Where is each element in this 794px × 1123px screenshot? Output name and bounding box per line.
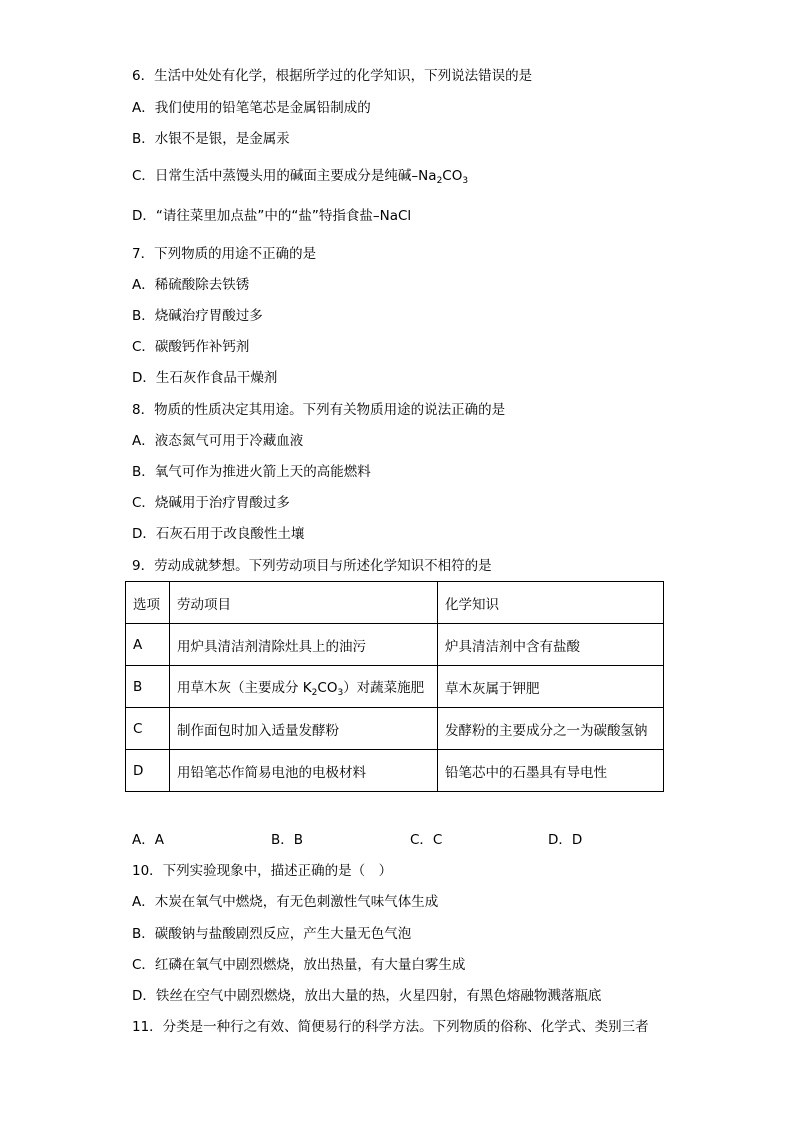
table-cell-project: 用铅笔芯作简易电池的电极材料 (170, 750, 438, 792)
project-mid: CO (317, 679, 338, 696)
q6-option-c-sub1: 2 (436, 176, 443, 186)
table-cell-option: A (126, 624, 170, 666)
q8-option-d: D．石灰石用于改良酸性土壤 (132, 526, 305, 542)
q6-option-a: A．我们使用的铅笔笔芯是金属铅制成的 (132, 100, 371, 116)
table-header-knowledge: 化学知识 (438, 582, 664, 624)
q8-option-b: B．氧气可作为推进火箭上天的高能燃料 (132, 464, 371, 480)
q7-option-d: D．生石灰作食品干燥剂 (132, 370, 278, 386)
table-row (126, 666, 664, 708)
table-cell-project: 制作面包时加入适量发酵粉 (170, 708, 438, 750)
table-cell-knowledge: 铅笔芯中的石墨具有导电性 (438, 750, 664, 792)
q8-option-c: C．烧碱用于治疗胃酸过多 (132, 495, 290, 511)
q6-stem: 6．生活中处处有化学，根据所学过的化学知识，下列说法错误的是 (132, 68, 533, 84)
q10-option-b: B．碳酸钠与盐酸剧烈反应，产生大量无色气泡 (132, 926, 412, 942)
table-header-project: 劳动项目 (170, 582, 438, 624)
q10-stem: 10．下列实验现象中，描述正确的是（ ） (132, 863, 393, 879)
table-row (126, 624, 664, 666)
q9-option-a: A．A (132, 832, 164, 848)
q6-option-b: B．水银不是银，是金属汞 (132, 131, 290, 147)
project-text-post: ）对蔬菜施肥 (343, 679, 425, 696)
q6-option-d: D．“请往菜里加点盐”中的“盐”特指食盐–NaCl (132, 208, 412, 224)
table-header-option: 选项 (126, 582, 170, 624)
q9-option-c: C．C (410, 832, 443, 848)
q9-option-b: B．B (271, 832, 304, 848)
table-row (126, 708, 664, 750)
table-header-row (126, 582, 664, 624)
q6-option-c (132, 167, 468, 190)
table-cell-option: B (126, 666, 170, 708)
q6-option-c-text: C．日常生活中蒸馒头用的碱面主要成分是纯碱–Na (132, 168, 437, 184)
table-cell-knowledge: 草木灰属于钾肥 (438, 666, 664, 708)
table-cell-project (170, 666, 438, 708)
q8-stem: 8．物质的性质决定其用途。下列有关物质用途的说法正确的是 (132, 402, 506, 418)
table-cell-knowledge: 炉具清洁剂中含有盐酸 (438, 624, 664, 666)
q8-option-a: A．液态氮气可用于冷藏血液 (132, 433, 304, 449)
q7-option-c: C．碳酸钙作补钙剂 (132, 339, 250, 355)
project-text-pre: 用草木灰（主要成分 K (177, 679, 312, 696)
q9-stem: 9．劳动成就梦想。下列劳动项目与所述化学知识不相符的是 (132, 558, 492, 574)
q10-option-c: C．红磷在氧气中剧烈燃烧，放出热量，有大量白雾生成 (132, 957, 466, 973)
table-cell-project: 用炉具清洁剂清除灶具上的油污 (170, 624, 438, 666)
q6-option-c-sub2: 3 (462, 176, 469, 186)
table-cell-option: D (126, 750, 170, 792)
table-cell-knowledge: 发酵粉的主要成分之一为碳酸氢钠 (438, 708, 664, 750)
table-row (126, 750, 664, 792)
project-sub2: 3 (337, 687, 344, 698)
q7-option-b: B．烧碱治疗胃酸过多 (132, 308, 263, 324)
project-sub1: 2 (311, 687, 318, 698)
q9-table (125, 581, 664, 792)
q6-option-c-mid: CO (442, 168, 463, 184)
q7-option-a: A．稀硫酸除去铁锈 (132, 277, 250, 293)
q11-stem: 11．分类是一种行之有效、简便易行的科学方法。下列物质的俗称、化学式、类别三者 (132, 1019, 649, 1035)
table-cell-option: C (126, 708, 170, 750)
q9-option-d: D．D (548, 832, 583, 848)
q10-option-a: A．木炭在氧气中燃烧，有无色刺激性气味气体生成 (132, 894, 439, 910)
q7-stem: 7．下列物质的用途不正确的是 (132, 246, 317, 262)
q10-option-d: D．铁丝在空气中剧烈燃烧，放出大量的热，火星四射，有黑色熔融物溅落瓶底 (132, 988, 602, 1004)
